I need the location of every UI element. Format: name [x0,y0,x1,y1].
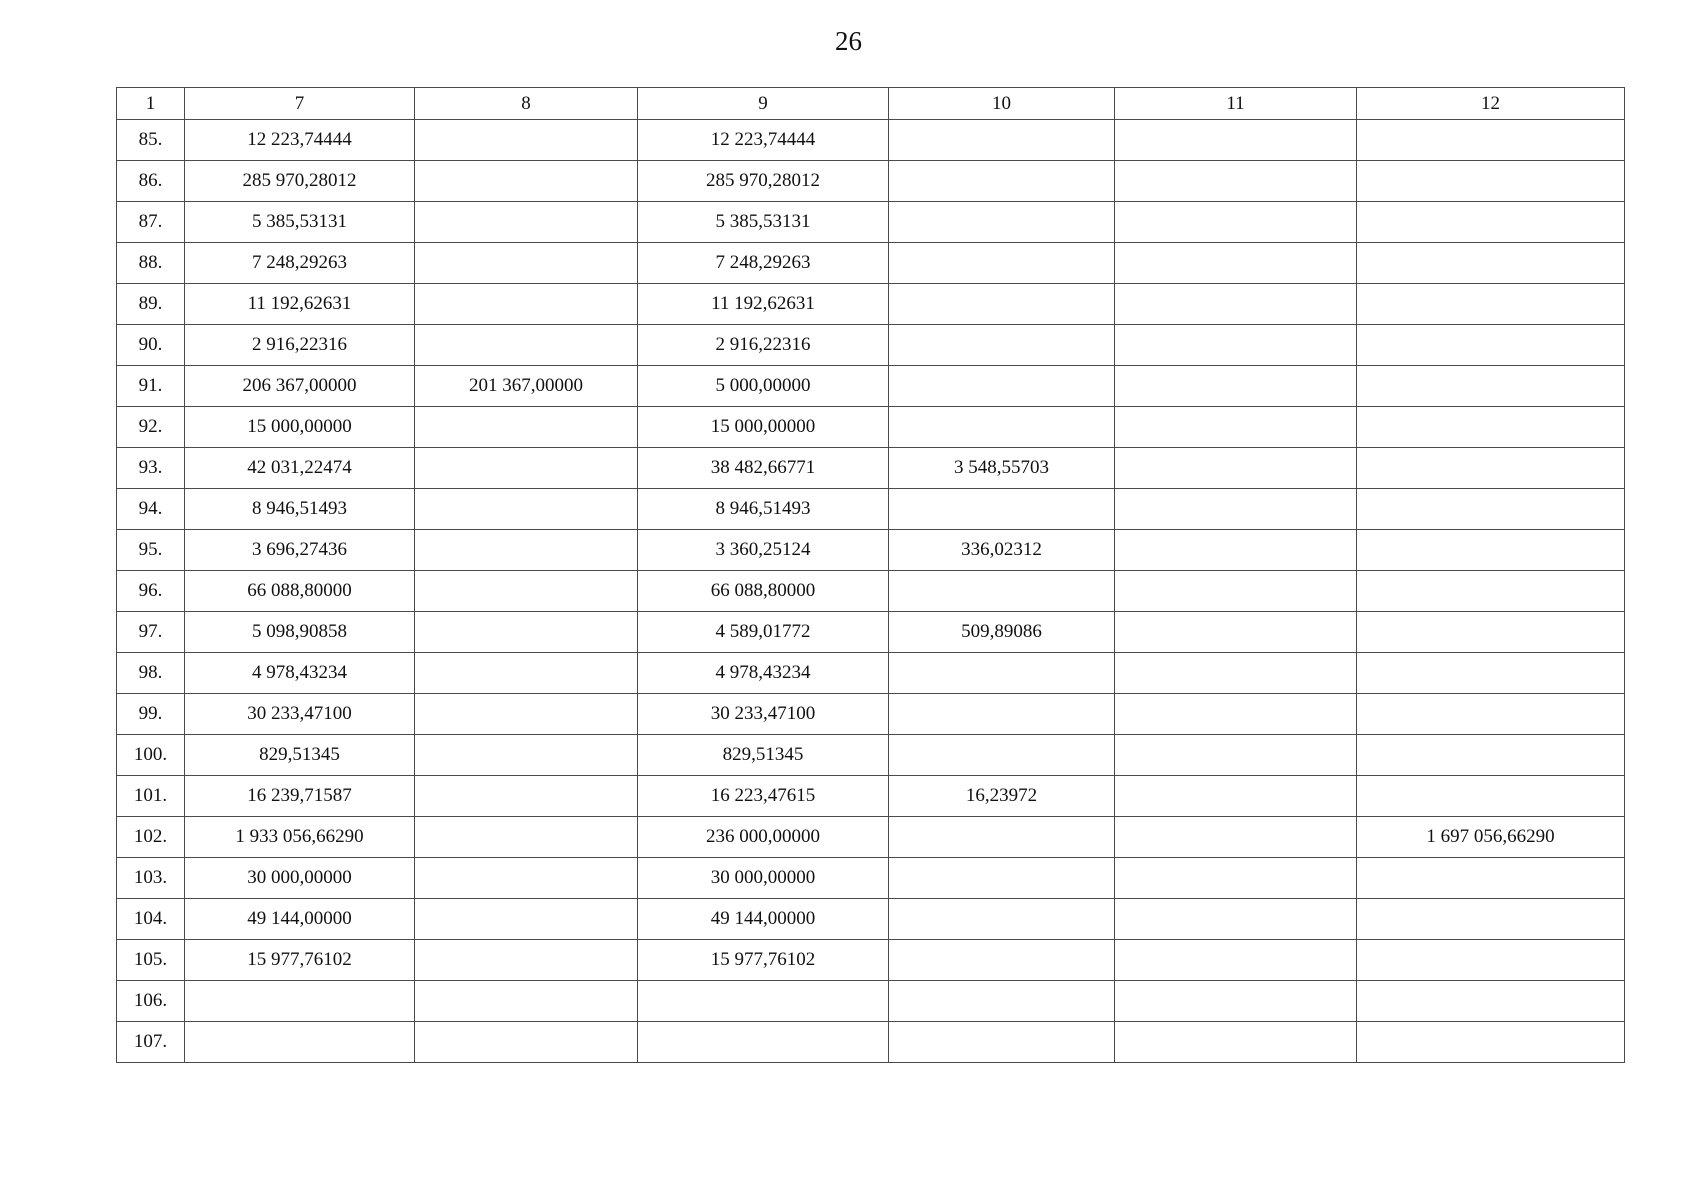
table-cell [889,694,1115,735]
table-cell [1115,448,1357,489]
table-cell [415,243,638,284]
table-cell [415,489,638,530]
table-row [117,653,1625,694]
table-cell: 4 589,01772 [638,612,889,653]
table-cell [415,407,638,448]
table-cell [1357,940,1625,981]
table-row [117,243,1625,284]
table-cell: 11 192,62631 [185,284,415,325]
table-cell: 285 970,28012 [638,161,889,202]
table-row [117,407,1625,448]
row-number-cell: 101. [117,776,185,817]
table-cell [889,243,1115,284]
column-header: 1 [117,88,185,120]
row-number-cell: 97. [117,612,185,653]
table-cell: 1 933 056,66290 [185,817,415,858]
table-cell: 4 978,43234 [638,653,889,694]
table-cell [1115,735,1357,776]
table-cell: 66 088,80000 [185,571,415,612]
table-cell: 236 000,00000 [638,817,889,858]
table-cell [889,899,1115,940]
table-cell [889,120,1115,161]
table-cell [415,284,638,325]
table-row [117,284,1625,325]
table-cell: 42 031,22474 [185,448,415,489]
table-cell: 3 548,55703 [889,448,1115,489]
table-cell: 12 223,74444 [638,120,889,161]
table-cell [415,448,638,489]
table-cell: 49 144,00000 [185,899,415,940]
table-cell [415,120,638,161]
row-number-cell: 88. [117,243,185,284]
row-number-cell: 107. [117,1022,185,1063]
table-cell [889,161,1115,202]
column-header: 11 [1115,88,1357,120]
table-cell [1115,120,1357,161]
table-cell [415,325,638,366]
table-row [117,571,1625,612]
table-cell [415,735,638,776]
row-number-cell: 95. [117,530,185,571]
table-cell [185,1022,415,1063]
table-cell [415,776,638,817]
table-cell: 16 223,47615 [638,776,889,817]
data-table [116,87,1625,1063]
table-cell [1115,858,1357,899]
table-cell [1357,735,1625,776]
table-cell [1115,981,1357,1022]
table-cell [415,817,638,858]
table-cell [185,981,415,1022]
table-cell [889,735,1115,776]
row-number-cell: 93. [117,448,185,489]
table-cell: 2 916,22316 [185,325,415,366]
table-row [117,530,1625,571]
table-cell [415,1022,638,1063]
table-cell: 1 697 056,66290 [1357,817,1625,858]
table-cell: 829,51345 [185,735,415,776]
table-cell [415,612,638,653]
table-cell [1115,530,1357,571]
row-number-cell: 106. [117,981,185,1022]
row-number-cell: 105. [117,940,185,981]
table-cell: 5 385,53131 [185,202,415,243]
table-cell: 5 385,53131 [638,202,889,243]
row-number-cell: 92. [117,407,185,448]
table-cell: 30 233,47100 [638,694,889,735]
table-cell: 3 696,27436 [185,530,415,571]
table-cell: 30 233,47100 [185,694,415,735]
table-cell [415,161,638,202]
table-cell [1115,161,1357,202]
table-row [117,448,1625,489]
row-number-cell: 91. [117,366,185,407]
table-row [117,817,1625,858]
table-cell [889,284,1115,325]
header-row [117,88,1625,120]
row-number-cell: 102. [117,817,185,858]
table-cell: 5 000,00000 [638,366,889,407]
table-cell [1115,366,1357,407]
table-row [117,776,1625,817]
page-number: 26 [835,26,862,56]
table-cell [889,571,1115,612]
table-header [117,88,1625,120]
table-cell: 49 144,00000 [638,899,889,940]
table-cell [415,530,638,571]
table-cell [1357,202,1625,243]
table-cell [1357,776,1625,817]
table-cell [638,981,889,1022]
table-cell [1115,284,1357,325]
table-cell: 66 088,80000 [638,571,889,612]
table-row [117,612,1625,653]
table-cell: 285 970,28012 [185,161,415,202]
table-cell: 4 978,43234 [185,653,415,694]
table-cell: 16,23972 [889,776,1115,817]
table-cell [1357,694,1625,735]
table-cell [415,694,638,735]
table-cell [1115,202,1357,243]
column-header: 9 [638,88,889,120]
table-cell: 15 000,00000 [185,407,415,448]
row-number-cell: 99. [117,694,185,735]
table-cell [415,653,638,694]
table-row [117,489,1625,530]
table-cell [889,325,1115,366]
table-cell [1115,571,1357,612]
table-cell [1357,366,1625,407]
row-number-cell: 103. [117,858,185,899]
row-number-cell: 89. [117,284,185,325]
table-cell: 206 367,00000 [185,366,415,407]
row-number-cell: 87. [117,202,185,243]
table-cell [415,858,638,899]
table-cell: 5 098,90858 [185,612,415,653]
table-cell [1115,776,1357,817]
table-cell [1115,407,1357,448]
table-cell: 829,51345 [638,735,889,776]
table-cell [1357,284,1625,325]
table-cell: 336,02312 [889,530,1115,571]
table-cell [1357,489,1625,530]
table-cell: 8 946,51493 [185,489,415,530]
row-number-cell: 94. [117,489,185,530]
table-cell: 7 248,29263 [185,243,415,284]
table-cell [415,202,638,243]
table-cell [889,940,1115,981]
table-row [117,202,1625,243]
row-number-cell: 86. [117,161,185,202]
table-row [117,366,1625,407]
table-cell [1357,1022,1625,1063]
table-cell [1357,243,1625,284]
table-body [117,120,1625,1063]
table-cell [889,202,1115,243]
table-row [117,1022,1625,1063]
column-header: 12 [1357,88,1625,120]
table-row [117,940,1625,981]
row-number-cell: 90. [117,325,185,366]
table-row [117,735,1625,776]
table-row [117,120,1625,161]
table-cell [1357,612,1625,653]
table-cell [415,571,638,612]
table-cell [1115,243,1357,284]
table-row [117,981,1625,1022]
row-number-cell: 104. [117,899,185,940]
table-cell [638,1022,889,1063]
column-header: 8 [415,88,638,120]
table-cell [1357,448,1625,489]
table-cell [889,981,1115,1022]
table-row [117,899,1625,940]
table-cell [1357,325,1625,366]
table-cell [889,489,1115,530]
table-cell [1357,407,1625,448]
table-cell: 509,89086 [889,612,1115,653]
column-header: 7 [185,88,415,120]
table-cell: 38 482,66771 [638,448,889,489]
table-cell [889,817,1115,858]
table-cell [889,858,1115,899]
table-cell [1115,612,1357,653]
table-cell [1115,1022,1357,1063]
table-cell [415,899,638,940]
table-cell [1357,120,1625,161]
table-cell [1115,940,1357,981]
table-cell: 15 977,76102 [638,940,889,981]
row-number-cell: 85. [117,120,185,161]
table-cell: 15 977,76102 [185,940,415,981]
table-cell [1357,161,1625,202]
table-cell [1357,981,1625,1022]
table-cell: 11 192,62631 [638,284,889,325]
table-cell [889,653,1115,694]
table-cell [1115,899,1357,940]
table-cell [889,366,1115,407]
table-row [117,161,1625,202]
table-cell [1357,899,1625,940]
table-cell [1115,325,1357,366]
table-cell: 201 367,00000 [415,366,638,407]
table-cell: 30 000,00000 [185,858,415,899]
table-row [117,694,1625,735]
table-cell [1357,571,1625,612]
row-number-cell: 96. [117,571,185,612]
table-cell: 30 000,00000 [638,858,889,899]
table-row [117,858,1625,899]
table-cell [415,940,638,981]
table-cell [889,407,1115,448]
table-cell [1115,817,1357,858]
table-cell [1357,653,1625,694]
table-cell [1357,530,1625,571]
table-cell [1115,489,1357,530]
row-number-cell: 100. [117,735,185,776]
table-cell: 3 360,25124 [638,530,889,571]
table-cell: 2 916,22316 [638,325,889,366]
table-cell: 7 248,29263 [638,243,889,284]
table-cell [889,1022,1115,1063]
table-cell [415,981,638,1022]
table-cell: 12 223,74444 [185,120,415,161]
column-header: 10 [889,88,1115,120]
table-cell [1115,653,1357,694]
table-cell: 15 000,00000 [638,407,889,448]
table-cell: 16 239,71587 [185,776,415,817]
row-number-cell: 98. [117,653,185,694]
table-row [117,325,1625,366]
table-cell [1115,694,1357,735]
table-cell: 8 946,51493 [638,489,889,530]
table-cell [1357,858,1625,899]
